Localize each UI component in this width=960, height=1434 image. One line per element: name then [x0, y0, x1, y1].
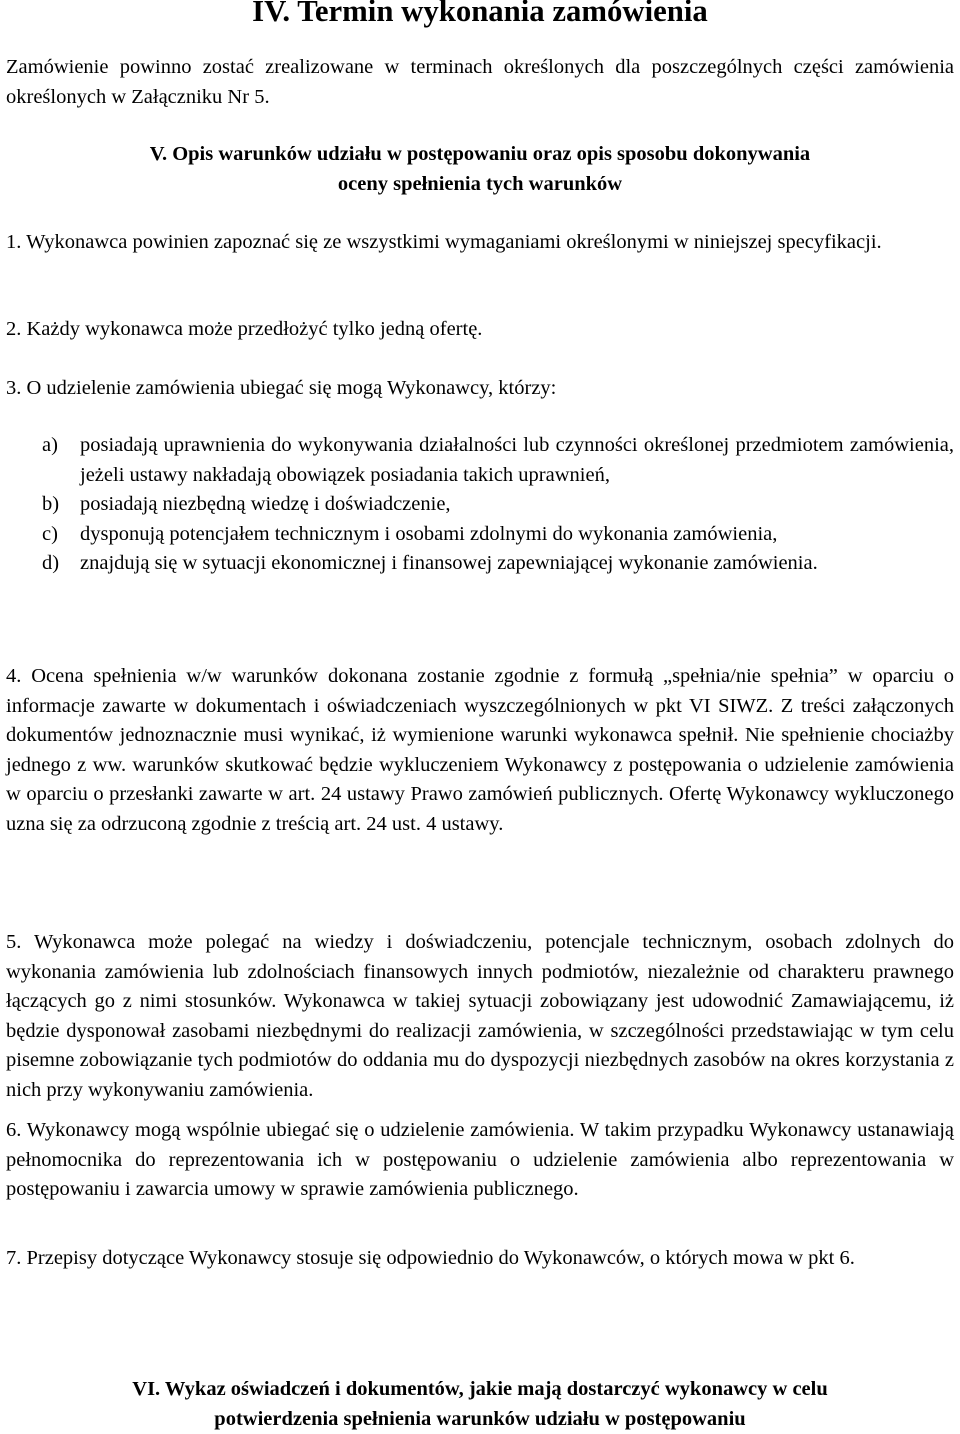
- section-iv-heading: IV. Termin wykonania zamówienia: [0, 0, 960, 27]
- section-vi-heading: [0, 1375, 960, 1434]
- list-item-letter: b): [42, 490, 80, 520]
- point-5: 5. Wykonawca może polegać na wiedzy i doświadczeniu, potencjale technicznym, osobach zdolnych do wykonania zamówienia lub zdolnościach finansowych innych podmiotów, niezależnie od charakteru prawnego łączących go z nimi stosunków. Wykonawca w takiej sytuacji zobowiązany jest udowodnić Zamawiającemu, iż będzie dysponował zasobami niezbędnymi do realizacji zamówienia, w szczególności przedstawiając w tym celu pisemne zobowiązanie tych podmiotów do oddania mu do dyspozycji niezbędnych zasobów na okres korzystania z nich przy wykonywaniu zamówienia.: [0, 928, 960, 1105]
- section-vi-heading-line2: potwierdzenia spełnienia warunków udziału w postępowaniu: [0, 1405, 960, 1434]
- point-3-list: [0, 431, 960, 579]
- list-item-text: posiadają uprawnienia do wykonywania działalności lub czynności określonej przedmiotem zamówienia, jeżeli ustawy nakładają obowiązek posiadania takich uprawnień,: [80, 431, 954, 490]
- list-item-text: znajdują się w sytuacji ekonomicznej i finansowej zapewniającej wykonanie zamówienia.: [80, 549, 954, 579]
- list-item-letter: d): [42, 549, 80, 579]
- list-item: [0, 520, 960, 550]
- point-1: 1. Wykonawca powinien zapoznać się ze wszystkimi wymaganiami określonymi w niniejszej specyfikacji.: [0, 228, 960, 258]
- list-item: [0, 490, 960, 520]
- section-v-heading: [0, 140, 960, 199]
- list-item-letter: c): [42, 520, 80, 550]
- point-6: 6. Wykonawcy mogą wspólnie ubiegać się o udzielenie zamówienia. W takim przypadku Wykonawcy ustanawiają pełnomocnika do reprezentowania ich w postępowaniu o udzielenie zamówienia albo reprezentowania w postępowaniu i zawarcia umowy w sprawie zamówienia publicznego.: [0, 1116, 960, 1205]
- point-3-intro: 3. O udzielenie zamówienia ubiegać się mogą Wykonawcy, którzy:: [0, 374, 960, 404]
- point-4: 4. Ocena spełnienia w/w warunków dokonana zostanie zgodnie z formułą „spełnia/nie spełnia” w oparciu o informacje zawarte w dokumentach i oświadczeniach wyszczególnionych w pkt VI SIWZ. Z treści załączonych dokumentów jednoznacznie musi wynikać, iż wymienione warunki wykonawca spełnił. Nie spełnienie chociażby jednego z ww. warunków skutkować będzie wykluczeniem Wykonawcy z postępowania o udzielenie zamówienia w oparciu o przesłanki zawarte w art. 24 ustawy Prawo zamówień publicznych. Ofertę Wykonawcy wykluczonego uzna się za odrzuconą zgodnie z treścią art. 24 ust. 4 ustawy.: [0, 662, 960, 839]
- section-iv-body: Zamówienie powinno zostać zrealizowane w terminach określonych dla poszczególnych części zamówienia określonych w Załączniku Nr 5.: [0, 53, 960, 112]
- list-item-text: posiadają niezbędną wiedzę i doświadczenie,: [80, 490, 954, 520]
- section-v-heading-line1: V. Opis warunków udziału w postępowaniu oraz opis sposobu dokonywania: [0, 140, 960, 170]
- section-vi-heading-line1: VI. Wykaz oświadczeń i dokumentów, jakie mają dostarczyć wykonawcy w celu: [0, 1375, 960, 1405]
- point-7: 7. Przepisy dotyczące Wykonawcy stosuje się odpowiednio do Wykonawców, o których mowa w pkt 6.: [0, 1244, 960, 1274]
- list-item-letter: a): [42, 431, 80, 490]
- list-item: [0, 431, 960, 490]
- list-item: [0, 549, 960, 579]
- point-2: 2. Każdy wykonawca może przedłożyć tylko jedną ofertę.: [0, 315, 960, 345]
- section-v-heading-line2: oceny spełnienia tych warunków: [0, 170, 960, 200]
- list-item-text: dysponują potencjałem technicznym i osobami zdolnymi do wykonania zamówienia,: [80, 520, 954, 550]
